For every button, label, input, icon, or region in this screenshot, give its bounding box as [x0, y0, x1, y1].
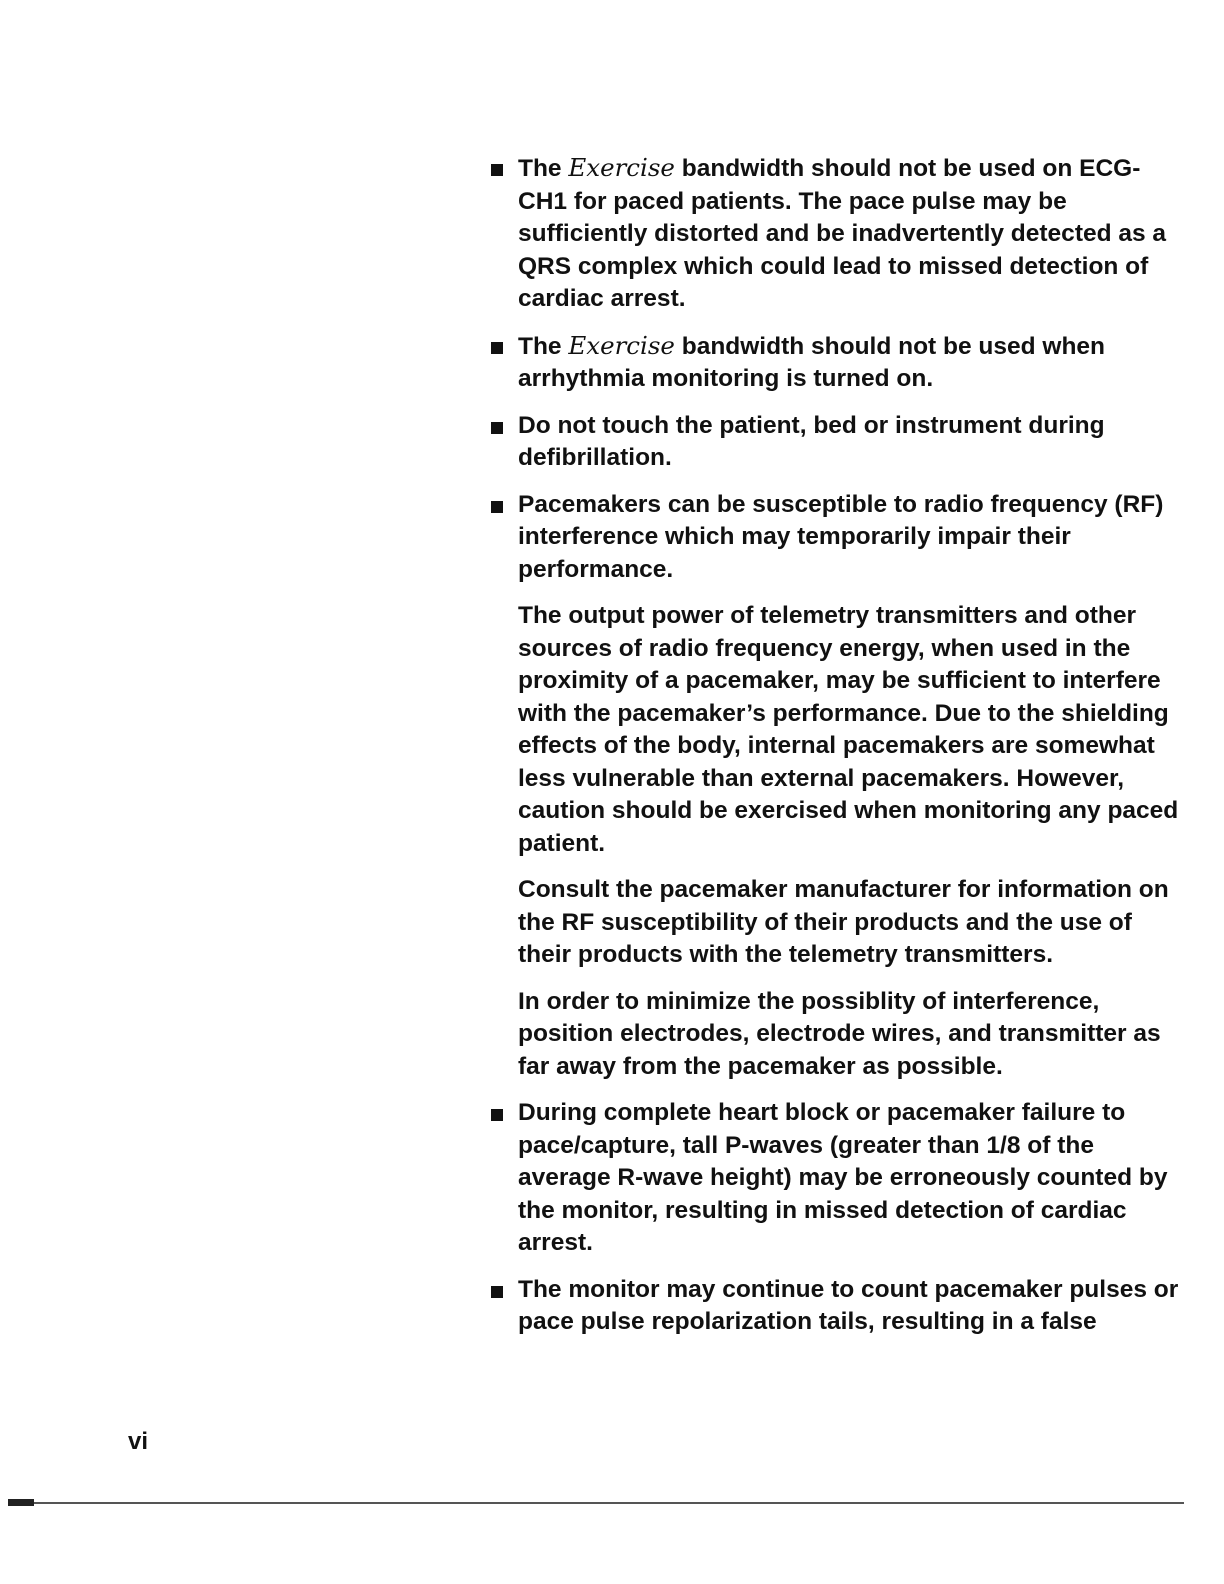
square-bullet-icon: [491, 422, 503, 434]
square-bullet-icon: [491, 1286, 503, 1298]
paragraph-minimize-interference: In order to minimize the possiblity of interference, position electrodes, electrode wires, and transmitter as far away from the pacemaker as possible.: [518, 987, 1161, 1080]
item-text-suffix: bandwidth should not be used when arrhythmia monitoring is turned on.: [518, 332, 1106, 392]
warnings-list: [486, 152, 1186, 1353]
item-emphasis: Exercise: [568, 153, 675, 182]
warning-item-rf-interference: [486, 489, 1186, 587]
item-text: Pacemakers can be susceptible to radio frequency (RF) interference which may temporarily impair their performance.: [518, 490, 1164, 583]
item-text: During complete heart block or pacemaker failure to pace/capture, tall P-waves (greater than 1/8 of the average R-wave height) may be erroneously counted by the monitor, resulting in missed detection of cardiac arrest.: [518, 1099, 1168, 1256]
item-text-prefix: The: [518, 155, 569, 182]
warning-item-heart-block: [486, 1097, 1186, 1260]
item-emphasis: Exercise: [568, 330, 675, 360]
square-bullet-icon: [491, 501, 503, 513]
warning-item-exercise-arrhythmia: [486, 330, 1186, 396]
footer-mark: [8, 1499, 34, 1506]
page-number: vi: [128, 1428, 149, 1455]
square-bullet-icon: [491, 164, 503, 176]
paragraph-consult-manufacturer: Consult the pacemaker manufacturer for information on the RF susceptibility of their products and the use of their products with the telemetry transmitters.: [518, 876, 1169, 968]
square-bullet-icon: [491, 342, 503, 354]
warning-item-pacemaker-pulses: [486, 1274, 1186, 1339]
item-text-prefix: The: [518, 332, 569, 360]
item-text: Do not touch the patient, bed or instrument during defibrillation.: [518, 411, 1105, 471]
square-bullet-icon: [491, 1109, 503, 1121]
footer-rule: [12, 1502, 1184, 1504]
item-text: The monitor may continue to count pacemaker pulses or pace pulse repolarization tails, resulting in a false: [518, 1275, 1179, 1335]
warning-item-defibrillation: [486, 410, 1186, 475]
item-text-suffix: bandwidth should not be used on ECG-CH1 for paced patients. The pace pulse may be sufficiently distorted and be inadvertently detected as a QRS complex which could lead to missed detection of cardiac arrest.: [518, 155, 1167, 312]
warning-item-exercise-ecg-ch1: [486, 152, 1186, 316]
paragraph-output-power: The output power of telemetry transmitters and other sources of radio frequency energy, when used in the proximity of a pacemaker, may be sufficient to interfere with the pacemaker’s performance. Due to the shielding effects of the body, internal pacemakers are somewhat less vulnerable than external pacemakers. However, caution should be exercised when monitoring any paced patient.: [518, 602, 1179, 857]
